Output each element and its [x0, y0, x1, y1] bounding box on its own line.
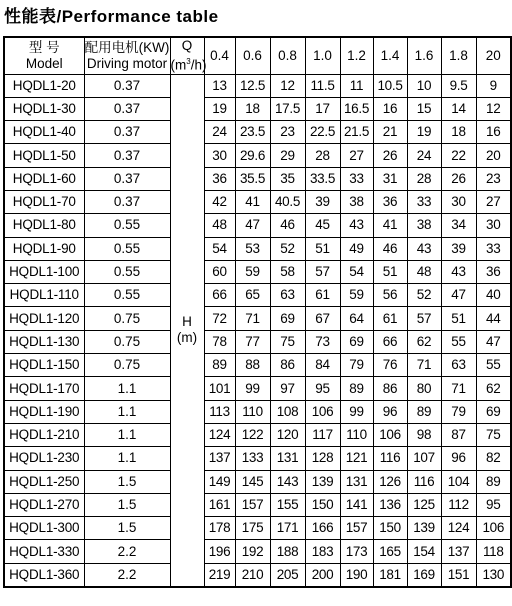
head-value-cell: 95 — [476, 493, 511, 516]
flow-value-header: 1.0 — [305, 37, 340, 74]
head-value-cell: 41 — [235, 190, 270, 213]
head-value-cell: 33 — [340, 167, 373, 190]
motor-power-cell: 2.2 — [84, 540, 170, 563]
head-value-cell: 48 — [204, 214, 235, 237]
motor-power-cell: 2.2 — [84, 563, 170, 587]
head-unit: (m) — [176, 330, 198, 346]
head-value-cell: 205 — [270, 563, 305, 587]
head-value-cell: 41 — [373, 214, 407, 237]
head-value-cell: 15 — [407, 97, 441, 120]
head-value-cell: 96 — [373, 400, 407, 423]
head-value-cell: 120 — [270, 423, 305, 446]
head-value-cell: 33 — [476, 237, 511, 260]
model-cell: HQDL1-190 — [4, 400, 84, 423]
head-value-cell: 28 — [407, 167, 441, 190]
head-value-cell: 155 — [270, 493, 305, 516]
head-value-cell: 131 — [340, 470, 373, 493]
head-value-cell: 121 — [340, 447, 373, 470]
head-value-cell: 71 — [235, 307, 270, 330]
model-cell: HQDL1-360 — [4, 563, 84, 587]
head-value-cell: 89 — [340, 377, 373, 400]
model-cell: HQDL1-30 — [4, 97, 84, 120]
head-value-cell: 45 — [305, 214, 340, 237]
head-value-cell: 210 — [235, 563, 270, 587]
head-value-cell: 124 — [441, 517, 476, 540]
head-value-cell: 150 — [373, 517, 407, 540]
model-cell: HQDL1-20 — [4, 74, 84, 97]
head-value-cell: 116 — [407, 470, 441, 493]
head-value-cell: 118 — [476, 540, 511, 563]
head-value-cell: 69 — [476, 400, 511, 423]
model-cell: HQDL1-100 — [4, 260, 84, 283]
head-value-cell: 116 — [373, 447, 407, 470]
head-value-cell: 44 — [476, 307, 511, 330]
head-value-cell: 23 — [476, 167, 511, 190]
head-value-cell: 55 — [476, 354, 511, 377]
motor-header-en: Driving motor — [86, 55, 168, 71]
head-value-cell: 82 — [476, 447, 511, 470]
head-value-cell: 106 — [373, 423, 407, 446]
head-value-cell: 35 — [270, 167, 305, 190]
head-value-cell: 52 — [407, 284, 441, 307]
head-value-cell: 89 — [204, 354, 235, 377]
head-value-cell: 14 — [441, 97, 476, 120]
head-value-cell: 71 — [441, 377, 476, 400]
motor-power-cell: 0.75 — [84, 354, 170, 377]
head-value-cell: 16.5 — [340, 97, 373, 120]
model-cell: HQDL1-300 — [4, 517, 84, 540]
head-value-cell: 17.5 — [270, 97, 305, 120]
head-value-cell: 75 — [476, 423, 511, 446]
head-value-cell: 10.5 — [373, 74, 407, 97]
head-value-cell: 23 — [270, 121, 305, 144]
head-value-cell: 39 — [441, 237, 476, 260]
head-value-cell: 53 — [235, 237, 270, 260]
head-value-cell: 63 — [441, 354, 476, 377]
table-row — [4, 330, 511, 353]
flow-value-header: 1.2 — [340, 37, 373, 74]
head-value-cell: 57 — [407, 307, 441, 330]
head-value-cell: 26 — [373, 144, 407, 167]
table-row — [4, 74, 511, 97]
head-value-cell: 219 — [204, 563, 235, 587]
head-value-cell: 59 — [340, 284, 373, 307]
head-value-cell: 29 — [270, 144, 305, 167]
head-value-cell: 72 — [204, 307, 235, 330]
head-value-cell: 36 — [476, 260, 511, 283]
head-label-cell — [170, 74, 204, 587]
head-value-cell: 157 — [340, 517, 373, 540]
head-value-cell: 181 — [373, 563, 407, 587]
head-value-cell: 38 — [340, 190, 373, 213]
head-value-cell: 101 — [204, 377, 235, 400]
head-value-cell: 62 — [407, 330, 441, 353]
head-value-cell: 89 — [476, 470, 511, 493]
head-value-cell: 52 — [270, 237, 305, 260]
head-value-cell: 18 — [441, 121, 476, 144]
head-value-cell: 66 — [204, 284, 235, 307]
head-value-cell: 200 — [305, 563, 340, 587]
head-value-cell: 22 — [441, 144, 476, 167]
model-column-header — [4, 37, 84, 74]
head-value-cell: 110 — [340, 423, 373, 446]
motor-power-cell: 0.37 — [84, 144, 170, 167]
head-value-cell: 51 — [441, 307, 476, 330]
head-value-cell: 106 — [305, 400, 340, 423]
motor-power-cell: 0.55 — [84, 260, 170, 283]
head-value-cell: 161 — [204, 493, 235, 516]
head-value-cell: 30 — [441, 190, 476, 213]
head-value-cell: 122 — [235, 423, 270, 446]
head-value-cell: 43 — [441, 260, 476, 283]
head-value-cell: 71 — [407, 354, 441, 377]
head-value-cell: 43 — [407, 237, 441, 260]
head-value-cell: 99 — [340, 400, 373, 423]
motor-power-cell: 0.37 — [84, 167, 170, 190]
head-value-cell: 196 — [204, 540, 235, 563]
head-value-cell: 43 — [340, 214, 373, 237]
head-value-cell: 80 — [407, 377, 441, 400]
head-value-cell: 165 — [373, 540, 407, 563]
head-value-cell: 16 — [476, 121, 511, 144]
motor-power-cell: 0.75 — [84, 307, 170, 330]
table-row — [4, 121, 511, 144]
head-value-cell: 60 — [204, 260, 235, 283]
head-value-cell: 48 — [407, 260, 441, 283]
head-value-cell: 46 — [373, 237, 407, 260]
head-value-cell: 141 — [340, 493, 373, 516]
head-value-cell: 110 — [235, 400, 270, 423]
head-value-cell: 13 — [204, 74, 235, 97]
head-value-cell: 99 — [235, 377, 270, 400]
head-value-cell: 75 — [270, 330, 305, 353]
head-value-cell: 21 — [373, 121, 407, 144]
flow-value-header: 1.6 — [407, 37, 441, 74]
table-row — [4, 214, 511, 237]
head-value-cell: 178 — [204, 517, 235, 540]
head-value-cell: 157 — [235, 493, 270, 516]
head-value-cell: 137 — [204, 447, 235, 470]
head-value-cell: 139 — [407, 517, 441, 540]
head-value-cell: 66 — [373, 330, 407, 353]
table-row — [4, 493, 511, 516]
head-value-cell: 62 — [476, 377, 511, 400]
model-cell: HQDL1-40 — [4, 121, 84, 144]
head-value-cell: 188 — [270, 540, 305, 563]
head-value-cell: 128 — [305, 447, 340, 470]
model-cell: HQDL1-120 — [4, 307, 84, 330]
motor-power-cell: 0.37 — [84, 74, 170, 97]
head-value-cell: 145 — [235, 470, 270, 493]
head-value-cell: 175 — [235, 517, 270, 540]
motor-power-cell: 0.37 — [84, 190, 170, 213]
table-row — [4, 447, 511, 470]
motor-power-cell: 1.1 — [84, 447, 170, 470]
flow-value-header: 1.8 — [441, 37, 476, 74]
head-value-cell: 78 — [204, 330, 235, 353]
head-value-cell: 26 — [441, 167, 476, 190]
head-value-cell: 47 — [476, 330, 511, 353]
head-value-cell: 19 — [407, 121, 441, 144]
head-value-cell: 22.5 — [305, 121, 340, 144]
head-value-cell: 30 — [476, 214, 511, 237]
motor-power-cell: 1.5 — [84, 470, 170, 493]
head-value-cell: 23.5 — [235, 121, 270, 144]
head-value-cell: 47 — [235, 214, 270, 237]
table-row — [4, 540, 511, 563]
head-value-cell: 51 — [305, 237, 340, 260]
head-value-cell: 49 — [340, 237, 373, 260]
head-value-cell: 143 — [270, 470, 305, 493]
head-value-cell: 89 — [407, 400, 441, 423]
model-header-cn: 型 号 — [28, 39, 60, 55]
flow-value-header: 0.4 — [204, 37, 235, 74]
model-header-en: Model — [25, 55, 63, 71]
table-row — [4, 517, 511, 540]
model-cell: HQDL1-250 — [4, 470, 84, 493]
head-value-cell: 36 — [204, 167, 235, 190]
motor-header-cn: 配用电机(KW) — [84, 39, 170, 55]
head-value-cell: 56 — [373, 284, 407, 307]
head-value-cell: 87 — [441, 423, 476, 446]
head-value-cell: 73 — [305, 330, 340, 353]
head-value-cell: 59 — [235, 260, 270, 283]
flow-value-header: 1.4 — [373, 37, 407, 74]
head-value-cell: 12.5 — [235, 74, 270, 97]
head-value-cell: 95 — [305, 377, 340, 400]
head-value-cell: 86 — [373, 377, 407, 400]
head-value-cell: 9.5 — [441, 74, 476, 97]
head-value-cell: 33.5 — [305, 167, 340, 190]
performance-table — [3, 36, 512, 588]
head-value-cell: 112 — [441, 493, 476, 516]
head-value-cell: 96 — [441, 447, 476, 470]
head-value-cell: 42 — [204, 190, 235, 213]
head-value-cell: 131 — [270, 447, 305, 470]
table-row — [4, 354, 511, 377]
model-cell: HQDL1-80 — [4, 214, 84, 237]
model-cell: HQDL1-110 — [4, 284, 84, 307]
head-value-cell: 113 — [204, 400, 235, 423]
head-value-cell: 76 — [373, 354, 407, 377]
head-value-cell: 130 — [476, 563, 511, 587]
head-value-cell: 151 — [441, 563, 476, 587]
motor-power-cell: 0.37 — [84, 121, 170, 144]
head-value-cell: 65 — [235, 284, 270, 307]
motor-power-cell: 1.1 — [84, 377, 170, 400]
motor-power-cell: 1.1 — [84, 423, 170, 446]
head-value-cell: 40.5 — [270, 190, 305, 213]
head-value-cell: 24 — [204, 121, 235, 144]
flow-header-symbol: Q — [181, 38, 193, 53]
head-value-cell: 64 — [340, 307, 373, 330]
head-value-cell: 19 — [204, 97, 235, 120]
head-value-cell: 35.5 — [235, 167, 270, 190]
head-value-cell: 33 — [407, 190, 441, 213]
head-value-cell: 21.5 — [340, 121, 373, 144]
flow-value-header: 0.6 — [235, 37, 270, 74]
head-value-cell: 136 — [373, 493, 407, 516]
head-value-cell: 28 — [305, 144, 340, 167]
head-value-cell: 154 — [407, 540, 441, 563]
head-value-cell: 40 — [476, 284, 511, 307]
motor-power-cell: 0.55 — [84, 237, 170, 260]
head-value-cell: 54 — [204, 237, 235, 260]
model-cell: HQDL1-60 — [4, 167, 84, 190]
header-row — [4, 37, 511, 74]
head-value-cell: 98 — [407, 423, 441, 446]
head-value-cell: 31 — [373, 167, 407, 190]
head-value-cell: 51 — [373, 260, 407, 283]
table-row — [4, 563, 511, 587]
head-value-cell: 97 — [270, 377, 305, 400]
head-value-cell: 18 — [235, 97, 270, 120]
model-cell: HQDL1-130 — [4, 330, 84, 353]
motor-power-cell: 0.55 — [84, 284, 170, 307]
head-value-cell: 190 — [340, 563, 373, 587]
head-value-cell: 12 — [270, 74, 305, 97]
head-value-cell: 11.5 — [305, 74, 340, 97]
head-value-cell: 79 — [340, 354, 373, 377]
head-value-cell: 46 — [270, 214, 305, 237]
table-row — [4, 260, 511, 283]
head-value-cell: 169 — [407, 563, 441, 587]
head-value-cell: 84 — [305, 354, 340, 377]
head-value-cell: 166 — [305, 517, 340, 540]
head-value-cell: 173 — [340, 540, 373, 563]
model-cell: HQDL1-210 — [4, 423, 84, 446]
head-value-cell: 67 — [305, 307, 340, 330]
head-value-cell: 11 — [340, 74, 373, 97]
head-symbol: H — [182, 314, 192, 330]
head-value-cell: 47 — [441, 284, 476, 307]
head-value-cell: 30 — [204, 144, 235, 167]
head-value-cell: 27 — [340, 144, 373, 167]
table-row — [4, 377, 511, 400]
head-value-cell: 10 — [407, 74, 441, 97]
motor-power-cell: 1.5 — [84, 493, 170, 516]
head-value-cell: 69 — [340, 330, 373, 353]
head-value-cell: 63 — [270, 284, 305, 307]
head-value-cell: 192 — [235, 540, 270, 563]
table-row — [4, 423, 511, 446]
model-cell: HQDL1-150 — [4, 354, 84, 377]
head-value-cell: 133 — [235, 447, 270, 470]
head-value-cell: 17 — [305, 97, 340, 120]
table-row — [4, 307, 511, 330]
motor-power-cell: 0.37 — [84, 97, 170, 120]
model-cell: HQDL1-170 — [4, 377, 84, 400]
head-value-cell: 24 — [407, 144, 441, 167]
table-row — [4, 190, 511, 213]
head-value-cell: 57 — [305, 260, 340, 283]
head-value-cell: 16 — [373, 97, 407, 120]
flow-value-header: 20 — [476, 37, 511, 74]
model-cell: HQDL1-270 — [4, 493, 84, 516]
head-value-cell: 9 — [476, 74, 511, 97]
head-value-cell: 20 — [476, 144, 511, 167]
head-value-cell: 38 — [407, 214, 441, 237]
head-value-cell: 69 — [270, 307, 305, 330]
head-value-cell: 88 — [235, 354, 270, 377]
table-row — [4, 470, 511, 493]
motor-column-header — [84, 37, 170, 74]
head-value-cell: 77 — [235, 330, 270, 353]
head-value-cell: 137 — [441, 540, 476, 563]
head-value-cell: 139 — [305, 470, 340, 493]
table-row — [4, 167, 511, 190]
flow-header-unit: $(m^3/h)$ — [170, 57, 207, 73]
model-cell: HQDL1-330 — [4, 540, 84, 563]
head-value-cell: 61 — [373, 307, 407, 330]
motor-power-cell: 1.5 — [84, 517, 170, 540]
head-value-cell: 79 — [441, 400, 476, 423]
head-value-cell: 58 — [270, 260, 305, 283]
flow-column-header — [170, 37, 207, 74]
head-value-cell: 34 — [441, 214, 476, 237]
head-value-cell: 104 — [441, 470, 476, 493]
head-value-cell: 12 — [476, 97, 511, 120]
head-value-cell: 86 — [270, 354, 305, 377]
head-value-cell: 55 — [441, 330, 476, 353]
table-row — [4, 144, 511, 167]
head-value-cell: 61 — [305, 284, 340, 307]
table-row — [4, 284, 511, 307]
flow-value-header: 0.8 — [270, 37, 305, 74]
head-value-cell: 126 — [373, 470, 407, 493]
head-value-cell: 106 — [476, 517, 511, 540]
head-value-cell: 108 — [270, 400, 305, 423]
motor-power-cell: 0.55 — [84, 214, 170, 237]
head-value-cell: 149 — [204, 470, 235, 493]
head-value-cell: 107 — [407, 447, 441, 470]
head-value-cell: 29.6 — [235, 144, 270, 167]
head-value-cell: 183 — [305, 540, 340, 563]
head-value-cell: 39 — [305, 190, 340, 213]
head-value-cell: 117 — [305, 423, 340, 446]
head-value-cell: 27 — [476, 190, 511, 213]
table-row — [4, 97, 511, 120]
model-cell: HQDL1-50 — [4, 144, 84, 167]
head-value-cell: 124 — [204, 423, 235, 446]
head-value-cell: 150 — [305, 493, 340, 516]
model-cell: HQDL1-230 — [4, 447, 84, 470]
motor-power-cell: 1.1 — [84, 400, 170, 423]
model-cell: HQDL1-90 — [4, 237, 84, 260]
page-title: 性能表/Performance table — [4, 7, 219, 26]
model-cell: HQDL1-70 — [4, 190, 84, 213]
head-value-cell: 36 — [373, 190, 407, 213]
table-row — [4, 237, 511, 260]
head-value-cell: 54 — [340, 260, 373, 283]
table-row — [4, 400, 511, 423]
head-value-cell: 171 — [270, 517, 305, 540]
motor-power-cell: 0.75 — [84, 330, 170, 353]
head-value-cell: 125 — [407, 493, 441, 516]
